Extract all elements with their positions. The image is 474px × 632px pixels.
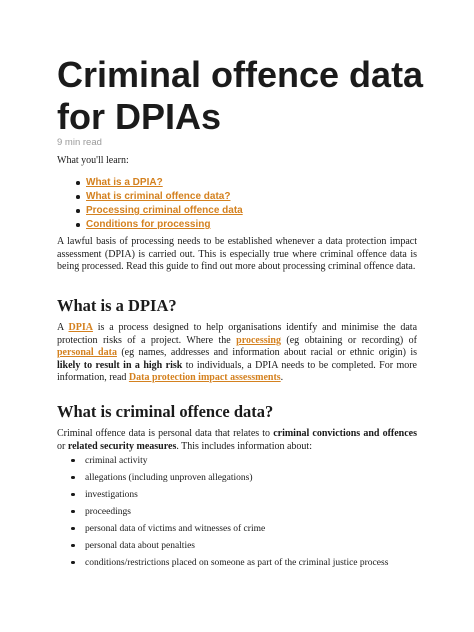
read-time: 9 min read bbox=[57, 137, 102, 148]
list-item: allegations (including unproven allegations) bbox=[71, 472, 388, 489]
criminal-data-paragraph bbox=[57, 428, 417, 453]
personal-data-link[interactable]: personal data bbox=[57, 347, 117, 358]
security-measures-text: related security measures bbox=[67, 440, 177, 452]
toc-link-conditions[interactable]: Conditions for processing bbox=[86, 219, 211, 230]
list-item: personal data of victims and witnesses of crime bbox=[71, 523, 388, 540]
text-run: A bbox=[57, 322, 69, 333]
section-heading-dpia: What is a DPIA? bbox=[57, 296, 177, 315]
list-item: investigations bbox=[71, 489, 388, 506]
criminal-data-list bbox=[71, 455, 388, 574]
toc-link-criminal-data[interactable]: What is criminal offence data? bbox=[86, 191, 231, 202]
list-item: conditions/restrictions placed on someone as part of the criminal justice process bbox=[71, 557, 388, 574]
toc-item[interactable] bbox=[76, 205, 243, 219]
toc-link-processing[interactable]: Processing criminal offence data bbox=[86, 205, 243, 216]
toc-item[interactable] bbox=[76, 177, 243, 191]
high-risk-text: likely to result in a high risk bbox=[57, 359, 183, 371]
list-item: personal data about penalties bbox=[71, 540, 388, 557]
dpia-assessments-link[interactable]: Data protection impact assessments bbox=[128, 372, 281, 383]
intro-paragraph: A lawful basis of processing needs to be established whenever a data protection impact assessment (DPIA) is carried out. This is especially true where criminal offence data is being processed. Read this guide to find out more about processing criminal offence data. bbox=[57, 236, 417, 272]
text-run: Criminal offence data is personal data that relates to bbox=[57, 428, 274, 439]
section-heading-criminal-data: What is criminal offence data? bbox=[57, 402, 274, 421]
list-item: criminal activity bbox=[71, 455, 388, 472]
table-of-contents bbox=[76, 177, 243, 233]
toc-item[interactable] bbox=[76, 191, 243, 205]
convictions-text: criminal convictions and offences bbox=[273, 428, 417, 439]
dpia-link[interactable]: DPIA bbox=[68, 322, 93, 333]
text-run: (eg obtaining or recording) of bbox=[280, 334, 417, 346]
dpia-paragraph bbox=[57, 322, 417, 385]
text-run: . bbox=[280, 372, 284, 383]
list-item: proceedings bbox=[71, 506, 388, 523]
page-title: Criminal offence data for DPIAs bbox=[57, 54, 424, 137]
toc-link-dpia[interactable]: What is a DPIA? bbox=[86, 177, 163, 188]
learn-label: What you'll learn: bbox=[57, 155, 129, 166]
text-run: (eg names, addresses and information about racial or ethnic origin) is bbox=[116, 347, 418, 358]
text-run: is a process designed to help organisations identify and minimise the data protection risks of a project. Where the bbox=[57, 322, 418, 346]
text-run: or bbox=[57, 440, 68, 452]
text-run: . This includes information about: bbox=[176, 440, 312, 452]
toc-item[interactable] bbox=[76, 219, 243, 233]
text-run: to individuals, a DPIA needs to be completed. For more information, read bbox=[57, 359, 417, 383]
processing-link[interactable]: processing bbox=[236, 334, 281, 346]
